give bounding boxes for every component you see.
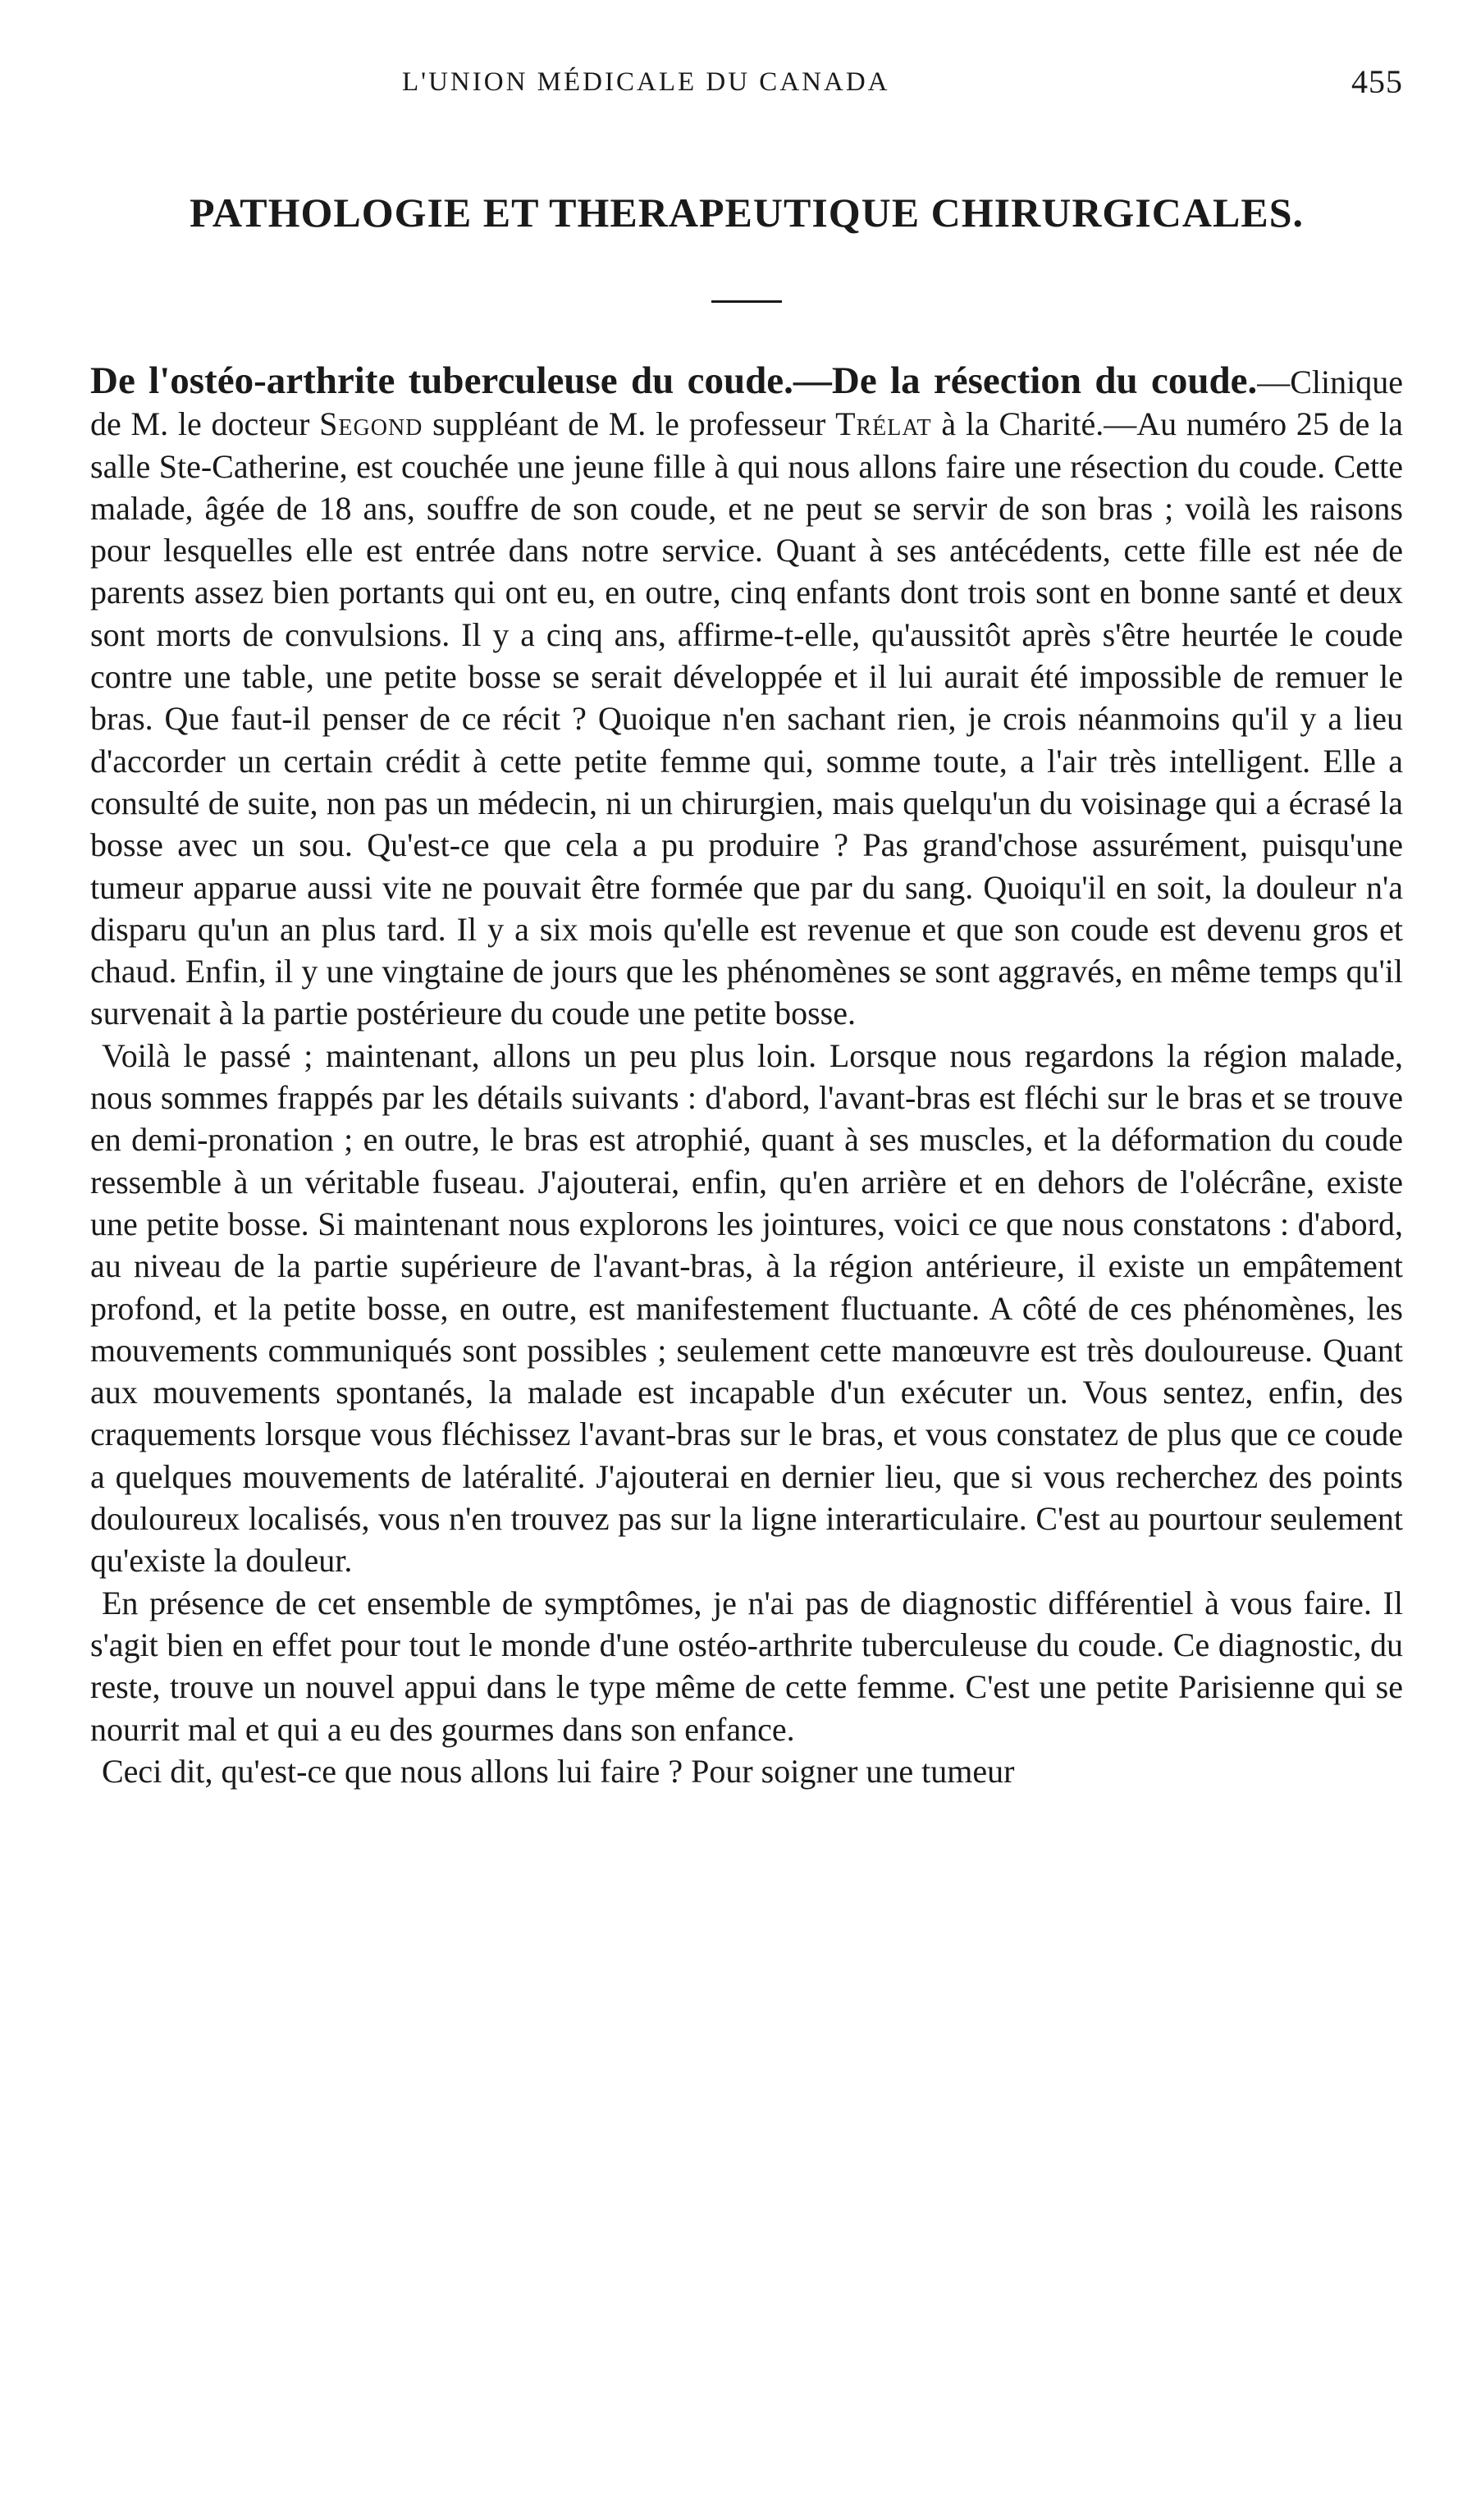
section-title: PATHOLOGIE ET THERAPEUTIQUE CHIRURGICALES. bbox=[189, 190, 1304, 236]
paragraph-text: suppléant de M. le professeur bbox=[423, 405, 836, 443]
running-header bbox=[90, 57, 1403, 110]
document-page bbox=[90, 57, 1403, 1792]
paragraph-text: —Clinique de M. le docteur bbox=[90, 364, 1403, 443]
article-title: De l'ostéo-arthrite tuberculeuse du coude.—De la résection du coude. bbox=[90, 359, 1258, 402]
paragraph: Voilà le passé ; maintenant, allons un peu plus loin. Lorsque nous regardons la région malade, nous sommes frappés par les détails suivants : d'abord, l'avant-bras est fléchi sur le bras et se trouve en demi-pronation ; en outre, le bras est atrophié, quant à ses muscles, et la déformation du coude ressemble à un véritable fuseau. J'ajouterai, enfin, qu'en arrière et en dehors de l'olécrâne, existe une petite bosse. Si maintenant nous explorons les jointures, voici ce que nous constatons : d'abord, au niveau de la partie supérieure de l'avant-bras, à la région antérieure, il existe un empâtement profond, et la petite bosse, en outre, est manifestement fluctuante. A côté de ces phénomènes, les mouvements communiqués sont possibles ; seulement cette manœuvre est très douloureuse. Quant aux mouvements spontanés, la malade est incapable d'un exécuter un. Vous sentez, enfin, des craquements lorsque vous fléchissez l'avant-bras sur le bras, et vous constatez de plus que ce coude a quelques mouvements de latéralité. J'ajouterai en dernier lieu, que si vous recherchez des points douloureux localisés, vous n'en trouvez pas sur la ligne interarticulaire. C'est au pourtour seulement qu'existe la douleur. bbox=[90, 1036, 1403, 1580]
article-body bbox=[90, 360, 1403, 1792]
section-divider bbox=[711, 300, 782, 303]
journal-title: L'UNION MÉDICALE DU CANADA bbox=[402, 67, 890, 97]
professor-name: Trélat bbox=[835, 405, 932, 443]
paragraph bbox=[90, 360, 1403, 1035]
author-name: Segond bbox=[319, 405, 423, 443]
page-number: 455 bbox=[1351, 63, 1403, 100]
paragraph: En présence de cet ensemble de symptômes, je n'ai pas de diagnostic différentiel à vous faire. Il s'agit bien en effet pour tout le monde d'une ostéo-arthrite tuberculeuse du coude. Ce diagnostic, du reste, trouve un nouvel appui dans le type même de cette femme. C'est une petite Parisienne qui se nourrit mal et qui a eu des gourmes dans son enfance. bbox=[90, 1584, 1403, 1748]
paragraph-text: à la Charité.—Au numéro 25 de la salle Ste-Catherine, est couchée une jeune fille à qui nous allons faire une résection du coude. Cette malade, âgée de 18 ans, souffre de son coude, et ne peut se servir de son bras ; voilà les raisons pour lesquelles elle est entrée dans notre service. Quant à ses antécédents, cette fille est née de parents assez bien portants qui ont eu, en outre, cinq enfants dont trois sont en bonne santé et deux sont morts de convulsions. Il y a cinq ans, affirme-t-elle, qu'aussitôt après s'être heurtée le coude contre une table, une petite bosse se serait développée et il lui aurait été impossible de remuer le bras. Que faut-il penser de ce récit ? Quoique n'en sachant rien, je crois néanmoins qu'il y a lieu d'accorder un certain crédit à cette petite femme qui, somme toute, a l'air très intelligent. Elle a consulté de suite, non pas un médecin, ni un chirurgien, mais quelqu'un du voisinage qui a écrasé la bosse avec un sou. Qu'est-ce que cela a pu produire ? Pas grand'chose assurément, puisqu'une tumeur apparue aussi vite ne pouvait être formée que par du sang. Quoiqu'il en soit, la douleur n'a disparu qu'un an plus tard. Il y a six mois qu'elle est revenue et que son coude est devenu gros et chaud. Enfin, il y une vingtaine de jours que les phénomènes se sont aggravés, en même temps qu'il survenait à la partie postérieure du coude une petite bosse. bbox=[90, 405, 1403, 1032]
paragraph: Ceci dit, qu'est-ce que nous allons lui faire ? Pour soigner une tumeur bbox=[102, 1752, 1015, 1790]
